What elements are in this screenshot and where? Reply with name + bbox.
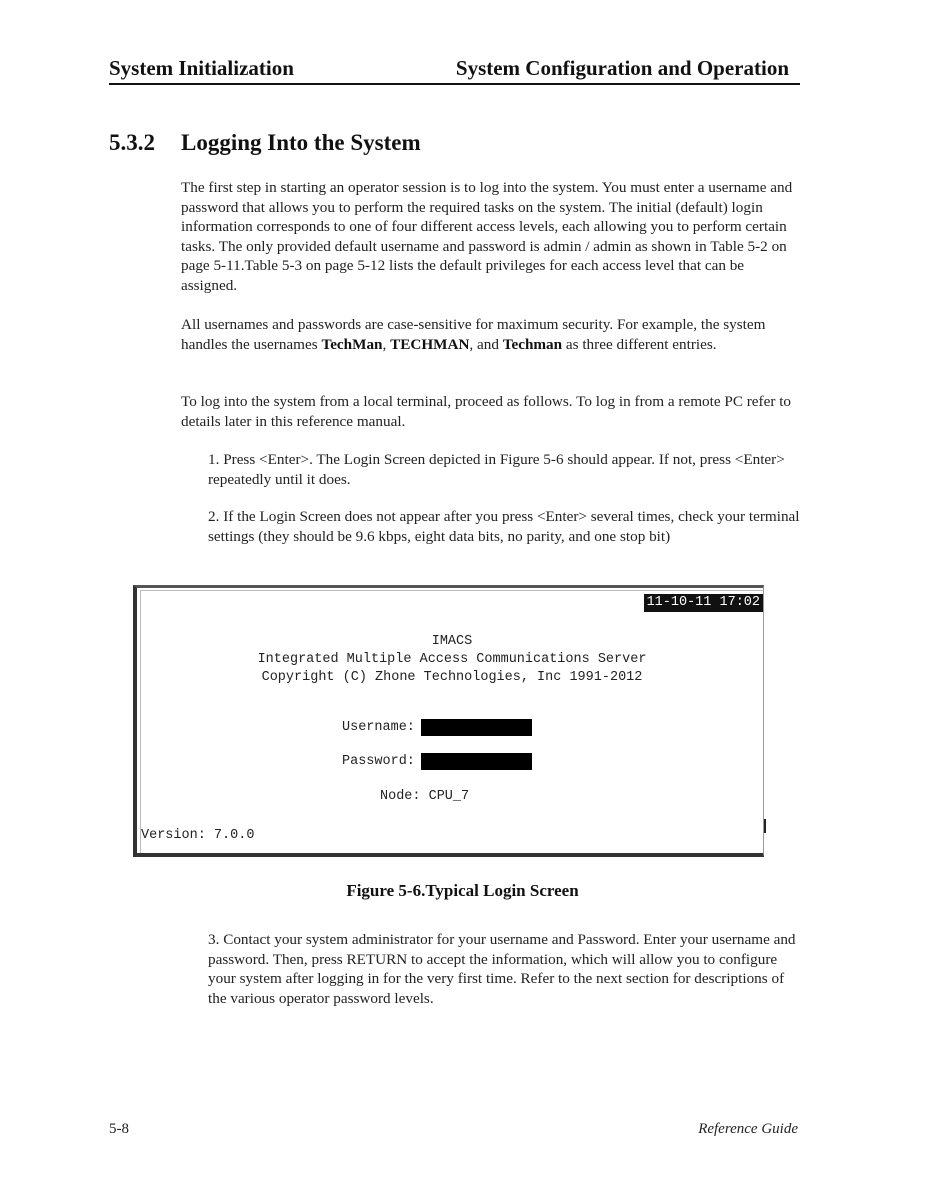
paragraph-local-terminal: To log into the system from a local terminal, proceed as follows. To log in from a remote PC refer to details later in this reference manual. bbox=[181, 393, 792, 430]
terminal-product-name: IMACS bbox=[431, 634, 473, 649]
example-username-1: TechMan bbox=[321, 335, 383, 353]
step-1: 1. Press <Enter>. The Login Screen depicted in Figure 5-6 should appear. If not, press <Enter> repeatedly until it does. bbox=[208, 451, 785, 488]
terminal-screen bbox=[140, 590, 763, 853]
paragraph-text: All usernames and passwords are case-sensitive for maximum security. For example, the system handles the usernames bbox=[181, 316, 766, 353]
header-rule bbox=[109, 83, 800, 85]
example-username-2: TECHMAN bbox=[390, 335, 470, 353]
terminal-product-full-name: Integrated Multiple Access Communications Server bbox=[257, 652, 647, 667]
header-chapter-title: System Initialization bbox=[109, 56, 294, 80]
paragraph-intro: The first step in starting an operator session is to log into the system. You must enter a username and password that allows you to perform the required tasks on the system. The initial (default) login information corresponds to one of four different access levels, each allowing you to perform certain tasks. The only provided default username and password is admin / admin as shown in Table 5-2 on page 5-11.Table 5-3 on page 5-12 lists the default privileges for each access level that can be assigned. bbox=[181, 179, 793, 294]
step-3: 3. Contact your system administrator for your username and Password. Enter your username and password. Then, press RETURN to accept the information, which will allow you to configure your system after logging in for the very first time. Refer to the next section for descriptions of the various operator password levels. bbox=[208, 931, 796, 1007]
username-field[interactable] bbox=[421, 719, 532, 736]
section-number: 5.3.2 bbox=[109, 130, 155, 155]
header-section-title: System Configuration and Operation bbox=[455, 56, 789, 80]
footer-page-number: 5-8 bbox=[109, 1121, 129, 1137]
paragraph-text: , and bbox=[469, 335, 503, 353]
example-username-3: Techman bbox=[502, 335, 563, 353]
terminal-node: Node: CPU_7 bbox=[380, 789, 470, 804]
password-field[interactable] bbox=[421, 753, 532, 770]
terminal-copyright: Copyright (C) Zhone Technologies, Inc 1991-2012 bbox=[261, 670, 643, 685]
step-2: 2. If the Login Screen does not appear after you press <Enter> several times, check your terminal settings (they should be 9.6 kbps, eight data bits, no parity, and one stop bit) bbox=[208, 508, 800, 545]
terminal-clock: 11-10-11 17:02 bbox=[644, 594, 763, 612]
login-screen-figure bbox=[133, 585, 764, 857]
paragraph-case-sensitive bbox=[181, 315, 798, 354]
terminal-version: Version: 7.0.0 bbox=[141, 828, 255, 843]
section-title: Logging Into the System bbox=[181, 130, 421, 155]
paragraph-text: , bbox=[382, 335, 391, 353]
username-label: Username: bbox=[342, 720, 415, 735]
figure-caption: Figure 5-6.Typical Login Screen bbox=[346, 881, 579, 900]
footer-guide-title: Reference Guide bbox=[698, 1121, 798, 1137]
terminal-cursor-mark bbox=[764, 819, 766, 833]
paragraph-text: as three different entries. bbox=[562, 335, 717, 353]
password-label: Password: bbox=[342, 754, 415, 769]
